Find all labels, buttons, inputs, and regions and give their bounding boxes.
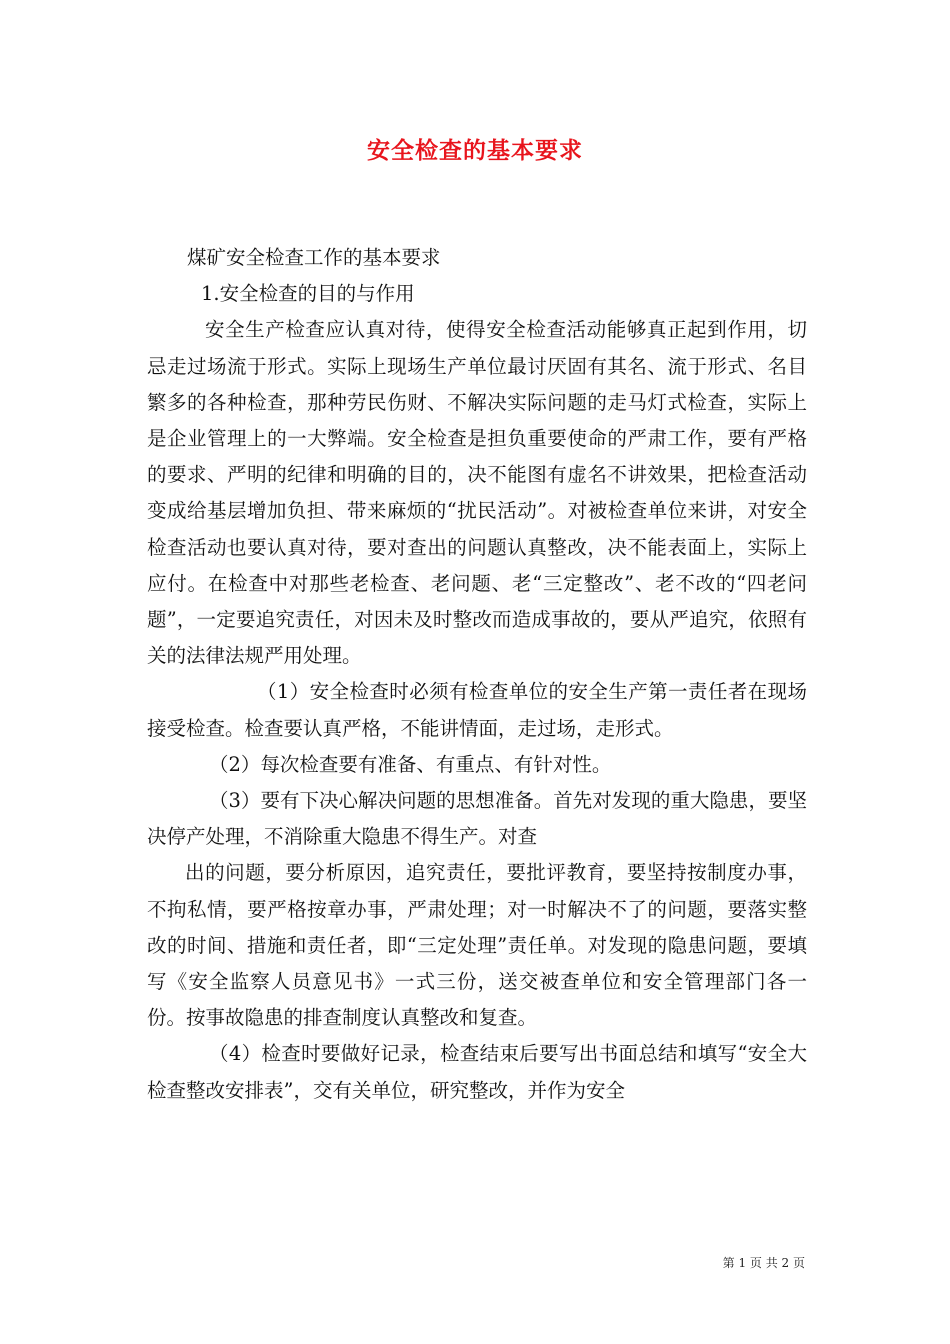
section-heading: 1.安全检查的目的与作用 [201, 282, 415, 306]
subtitle: 煤矿安全检查工作的基本要求 [187, 246, 441, 269]
document-body [147, 240, 807, 1109]
paragraph-item-3-continued: 出的问题，要分析原因，追究责任，要批评教育，要坚持按制度办事，不拘私情，要严格按章办事，严肃处理；对一时解决不了的问题，要落实整改的时间、措施和责任者，即“三定处理”责任单。对发现的隐患问题，要填写《安全监察人员意见书》一式三份，送交被查单位和安全管理部门各一份。按事故隐患的排查制度认真整改和复查。 [147, 861, 807, 1030]
paragraph-item-3: （3）要有下决心解决问题的思想准备。首先对发现的重大隐患，要坚决停产处理，不消除重大隐患不得生产。对查 [147, 789, 807, 849]
paragraph-item-1: （1）安全检查时必须有检查单位的安全生产第一责任者在现场接受检查。检查要认真严格，不能讲情面，走过场，走形式。 [147, 680, 807, 740]
document-title: 安全检查的基本要求 [367, 137, 583, 164]
paragraph-item-2: （2）每次检查要有准备、有重点、有针对性。 [209, 752, 612, 776]
page-number: 第 1 页 共 2 页 [722, 1256, 805, 1270]
paragraph-item-4: （4）检查时要做好记录，检查结束后要写出书面总结和填写“安全大检查整改安排表”，交有关单位，研究整改，并作为安全 [147, 1042, 807, 1102]
paragraph-intro: 安全生产检查应认真对待，使得安全检查活动能够真正起到作用，切忌走过场流于形式。实际上现场生产单位最讨厌固有其名、流于形式、名目繁多的各种检查，那种劳民伤财、不解决实际问题的走马灯式检查，实际上是企业管理上的一大弊端。安全检查是担负重要使命的严肃工作，要有严格的要求、严明的纪律和明确的目的，决不能图有虚名不讲效果，把检查活动变成给基层增加负担、带来麻烦的“扰民活动”。对被检查单位来讲，对安全检查活动也要认真对待，要对查出的问题认真整改，决不能表面上，实际上应付。在检查中对那些老检查、老问题、老“三定整改”、老不改的“四老问题”，一定要追究责任，对因未及时整改而造成事故的，要从严追究，依照有关的法律法规严用处理。 [147, 318, 807, 668]
